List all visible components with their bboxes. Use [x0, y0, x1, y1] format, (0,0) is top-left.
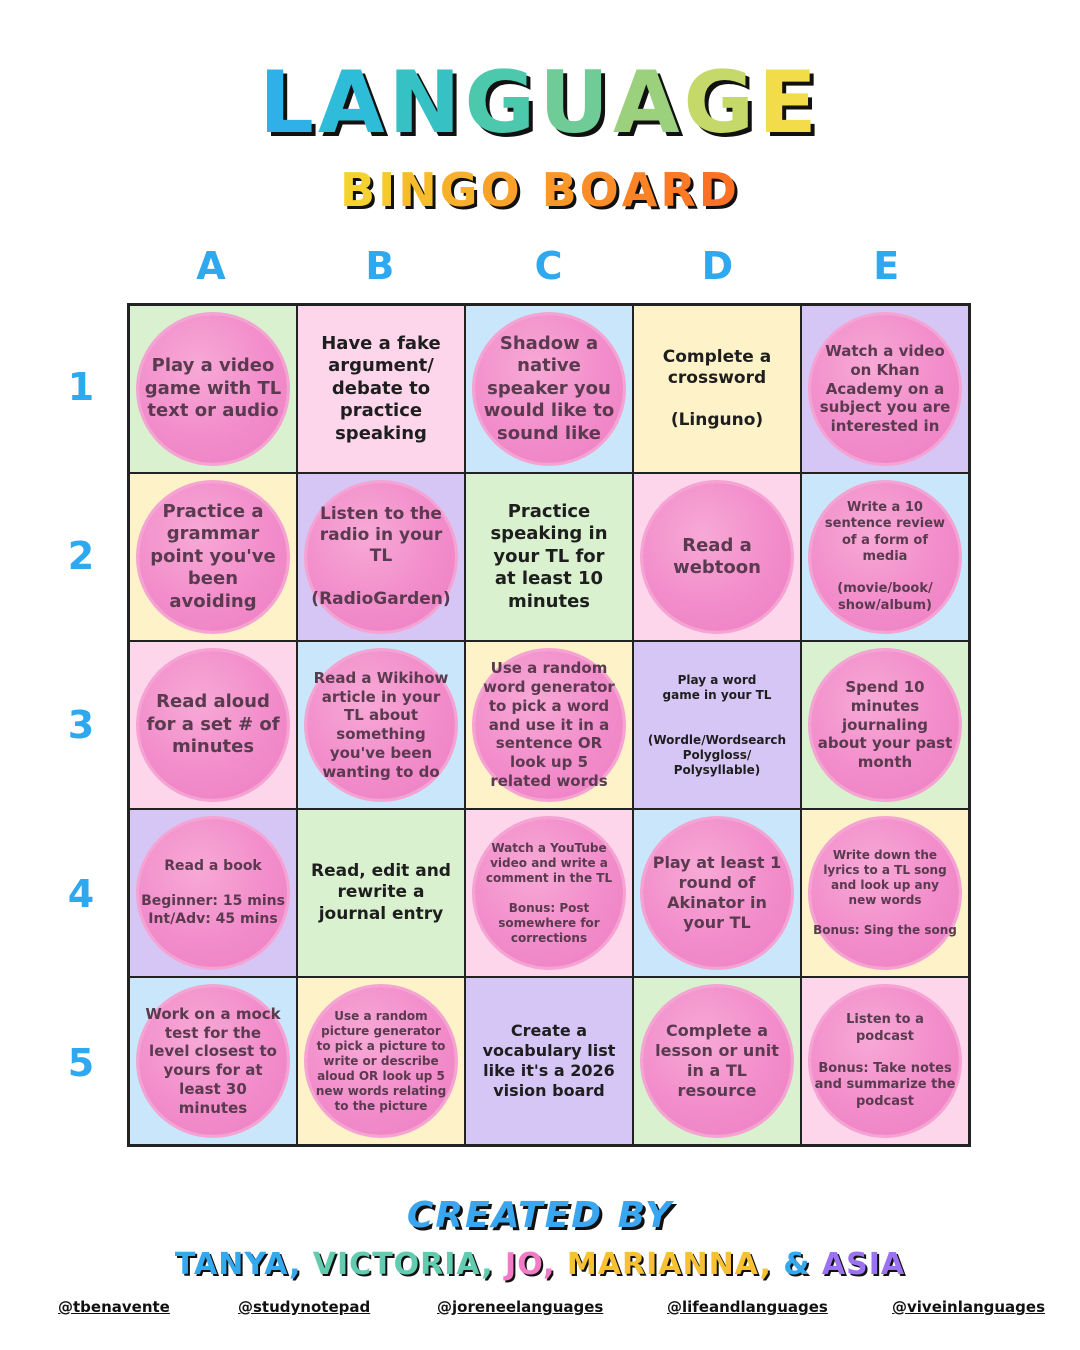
bingo-cell[interactable] — [801, 473, 969, 641]
subtitle-letter: A — [621, 163, 661, 217]
creator-handle-link[interactable]: @joreneelanguages — [437, 1298, 604, 1316]
creator-names — [0, 1243, 1080, 1287]
creator-handle-link[interactable]: @lifeandlanguages — [667, 1298, 828, 1316]
creator-handle-link[interactable]: @tbenavente — [58, 1298, 170, 1316]
row-header-2: 2 — [67, 534, 95, 579]
bingo-cell-text: Complete a lesson or unit in a TL resource — [655, 1021, 779, 1100]
creator-name: ASIA — [810, 1247, 906, 1282]
subtitle-letter: D — [698, 163, 740, 217]
bingo-cell-text: Write down the lyrics to a TL song and look up any new words Bonus: Sing the song — [813, 848, 957, 937]
bingo-cell[interactable] — [465, 977, 633, 1145]
subtitle-letter — [523, 160, 542, 220]
creator-name: JO, — [493, 1247, 556, 1282]
row-header-3: 3 — [67, 703, 95, 747]
bingo-cell[interactable] — [129, 977, 297, 1145]
bingo-cell[interactable] — [465, 473, 633, 641]
title-letter: A — [317, 53, 389, 153]
column-header-b: B — [365, 244, 395, 288]
bingo-cell-text: Practice speaking in your TL for at least 10 minutes — [490, 500, 608, 612]
bingo-cell-text: Have a fake argument/ debate to practice speaking — [321, 332, 441, 444]
bingo-cell-text: Use a random word generator to pick a word and use it in a sentence OR look up 5 related words — [483, 659, 615, 790]
column-header-e: E — [873, 244, 900, 288]
subtitle-letter: O — [480, 163, 523, 217]
bingo-cell-text: Read aloud for a set # of minutes — [146, 691, 280, 758]
bingo-cell-text: Read, edit and rewrite a journal entry — [311, 861, 451, 924]
bingo-cell[interactable] — [633, 641, 801, 809]
bingo-cell[interactable] — [801, 977, 969, 1145]
bingo-cell[interactable] — [465, 641, 633, 809]
bingo-cell[interactable] — [297, 977, 465, 1145]
bingo-cell[interactable] — [129, 473, 297, 641]
creator-handle-link[interactable]: @studynotepad — [238, 1298, 371, 1316]
title-letter: G — [464, 53, 540, 153]
bingo-board — [127, 303, 971, 1147]
bingo-cell-text: Read a Wikihow article in your TL about something you've been wanting to do — [313, 668, 449, 781]
bingo-cell[interactable] — [465, 305, 633, 473]
bingo-cell-text: Watch a video on Khan Academy on a subject you are interested in — [819, 342, 951, 436]
created-by-label: CREATED BY — [406, 1195, 674, 1236]
bingo-cell[interactable] — [801, 809, 969, 977]
subtitle — [0, 160, 1080, 220]
creator-name: MARIANNA, — [555, 1247, 772, 1282]
bingo-cell-text: Spend 10 minutes journaling about your past month — [817, 678, 953, 772]
bingo-cell-text: Play at least 1 round of Akinator in your TL — [652, 853, 782, 932]
title-letter: E — [758, 53, 821, 153]
bingo-cell[interactable] — [465, 809, 633, 977]
bingo-cell[interactable] — [633, 473, 801, 641]
bingo-cell[interactable] — [297, 641, 465, 809]
subtitle-letter: B — [541, 163, 580, 217]
bingo-cell[interactable] — [297, 809, 465, 977]
title-letter: U — [539, 53, 613, 153]
bingo-cell-text: Complete a crossword (Linguno) — [662, 346, 772, 431]
title-letter: G — [683, 53, 759, 153]
title-letter: L — [259, 53, 318, 153]
row-header-1: 1 — [67, 365, 95, 410]
title-letter: N — [388, 53, 465, 153]
bingo-cell-text: Shadow a native speaker you would like to sound like — [483, 332, 615, 444]
bingo-cell[interactable] — [801, 305, 969, 473]
title — [0, 48, 1080, 158]
row-header-5: 5 — [67, 1040, 95, 1085]
bingo-cell[interactable] — [297, 305, 465, 473]
creator-name: TANYA, — [174, 1247, 302, 1282]
column-header-a: A — [196, 244, 226, 288]
bingo-cell-text: Create a vocabulary list like it's a 2026 vision board — [482, 1021, 616, 1100]
subtitle-letter: G — [439, 163, 481, 217]
bingo-cell[interactable] — [633, 305, 801, 473]
creator-handle-link[interactable]: @viveinlanguages — [892, 1298, 1046, 1316]
bingo-cell[interactable] — [801, 641, 969, 809]
column-header-c: C — [534, 244, 563, 288]
bingo-cell-text: Watch a YouTube video and write a comment in the TL Bonus: Post somewhere for corrections — [485, 840, 613, 945]
bingo-cell[interactable] — [129, 809, 297, 977]
subtitle-letter: N — [398, 163, 440, 217]
subtitle-letter: R — [660, 163, 699, 217]
bingo-cell-text: Play a video game with TL text or audio — [144, 355, 282, 422]
bingo-cell[interactable] — [633, 809, 801, 977]
bingo-cell[interactable] — [297, 473, 465, 641]
subtitle-letter: O — [579, 163, 622, 217]
bingo-cell-text: Work on a mock test for the level closest to yours for at least 30 minutes — [145, 1004, 281, 1117]
row-header-4: 4 — [67, 871, 95, 916]
bingo-cell-text: Practice a grammar point you've been avoiding — [150, 500, 276, 612]
subtitle-letter: I — [378, 163, 399, 217]
bingo-cell-text: Read a book Beginner: 15 mins Int/Adv: 45 mins — [141, 858, 285, 927]
bingo-cell-text: Read a webtoon — [673, 534, 761, 578]
bingo-cell-text: Play a word game in your TL (Wordle/Wordsearch Polygloss/ Polysyllable) — [647, 672, 787, 777]
creator-name: & — [771, 1247, 811, 1282]
bingo-cell[interactable] — [129, 641, 297, 809]
title-letter: A — [612, 53, 684, 153]
bingo-cell-text: Write a 10 sentence review of a form of media (movie/book/ show/album) — [824, 500, 946, 613]
subtitle-letter: B — [340, 163, 379, 217]
creator-name: VICTORIA, — [301, 1247, 494, 1282]
bingo-cell-text: Listen to a podcast Bonus: Take notes and summarize the podcast — [814, 1012, 956, 1109]
bingo-cell-text: Use a random picture generator to pick a picture to write or describe aloud OR look up 5 new words relating to the picture — [315, 1008, 447, 1113]
bingo-cell[interactable] — [129, 305, 297, 473]
bingo-cell[interactable] — [633, 977, 801, 1145]
bingo-cell-text: Listen to the radio in your TL (RadioGarden) — [311, 503, 451, 609]
column-header-d: D — [701, 244, 734, 288]
